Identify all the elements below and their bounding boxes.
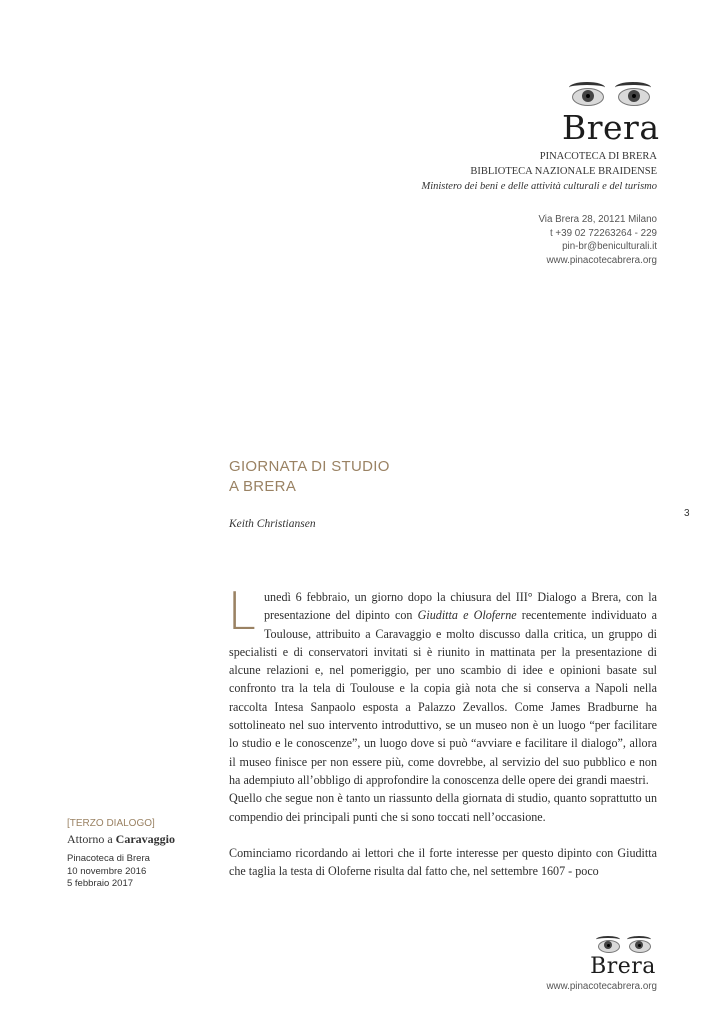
footer-website[interactable]: www.pinacotecabrera.org [546, 981, 657, 992]
sidenote-venue: Pinacoteca di Brera [67, 853, 150, 864]
sidenote-caravaggio: Caravaggio [115, 832, 175, 846]
sidenote-date-1: 10 novembre 2016 [67, 865, 147, 877]
drop-cap: L [227, 582, 256, 642]
dialogue-sidenote [67, 817, 175, 891]
institution-block [421, 149, 657, 194]
title-line-2: A BRERA [229, 478, 297, 495]
article-body [227, 582, 658, 880]
artwork-title: Giuditta e Oloferne [417, 608, 517, 623]
institution-line-1: PINACOTECA DI BRERA [539, 151, 657, 162]
brera-logo [562, 80, 660, 147]
page-number: 3 [684, 508, 690, 519]
sidenote-tag: [TERZO DIALOGO] [67, 818, 155, 829]
paragraph-1-part-a: unedì 6 febbraio, un giorno dopo la chiusura del III° Dialogo a Brera, con la presentazione del dipinto con [263, 590, 657, 623]
paragraph-1-part-b: recentemente individuato a Toulouse, attribuito a Caravaggio e molto discusso dalla critica, un gruppo di specialisti e di conservatori invitati si è riunito in mattinata per la presentazione di alcune relazioni e, nel pomeriggio, per uno scambio di idee e opinioni basate sul confronto tra la tela di Toulouse e la copia già nota che si conserva a Napoli nella raccolta Intesa Sanpaolo esposta a Palazzo Zevallos. Come James Bradburne ha sottolineato nel suo intervento introduttivo, se un museo non è un luogo “per facilitare lo studio e le conoscenze”, un luogo dove si può “avviare e facilitare il dialogo”, allora il museo finisce per non essere più, come dovrebbe, al servizio del suo pubblico e non ha adempiuto all’obbligo di approfondire la conoscenza delle opere dei grandi maestri. [229, 608, 658, 787]
title-line-1: GIORNATA DI STUDIO [229, 458, 390, 475]
contact-address: Via Brera 28, 20121 Milano [538, 214, 657, 225]
paragraph-1 [227, 582, 658, 789]
sidenote-attorno: Attorno a [67, 832, 113, 846]
sidenote-heading [67, 831, 175, 848]
footer-right-eye-icon [626, 935, 652, 953]
right-eye-icon [614, 80, 652, 108]
sidenote-date-2: 5 febbraio 2017 [67, 878, 134, 889]
contact-phone: t +39 02 72263264 - 229 [549, 227, 657, 239]
footer-logo [589, 935, 657, 979]
footer-wordmark: Brera [590, 954, 656, 979]
paragraph-2: Quello che segue non è tanto un riassunto della giornata di studio, quanto soprattutto un compendio dei principali punti che si sono toccati nell’occasione. [229, 791, 657, 824]
contact-block [538, 213, 657, 267]
eyes-icon [562, 80, 657, 110]
ministry-line: Ministero dei beni e delle attività culturali e del turismo [421, 181, 657, 192]
footer-left-eye-icon [595, 935, 621, 953]
left-eye-icon [568, 80, 606, 108]
article-author: Keith Christiansen [229, 518, 316, 530]
logo-wordmark: Brera [562, 108, 660, 147]
article-title [229, 457, 390, 497]
footer-eyes-icon [589, 935, 657, 955]
contact-website[interactable]: www.pinacotecabrera.org [546, 254, 657, 266]
sidenote-info [67, 853, 175, 891]
contact-email[interactable]: pin-br@beniculturali.it [562, 241, 657, 252]
institution-line-2: BIBLIOTECA NAZIONALE BRAIDENSE [470, 166, 657, 177]
paragraph-3: Cominciamo ricordando ai lettori che il forte interesse per questo dipinto con Giuditta che taglia la testa di Oloferne risulta dal fatto che, nel settembre 1607 - poco [229, 845, 657, 879]
